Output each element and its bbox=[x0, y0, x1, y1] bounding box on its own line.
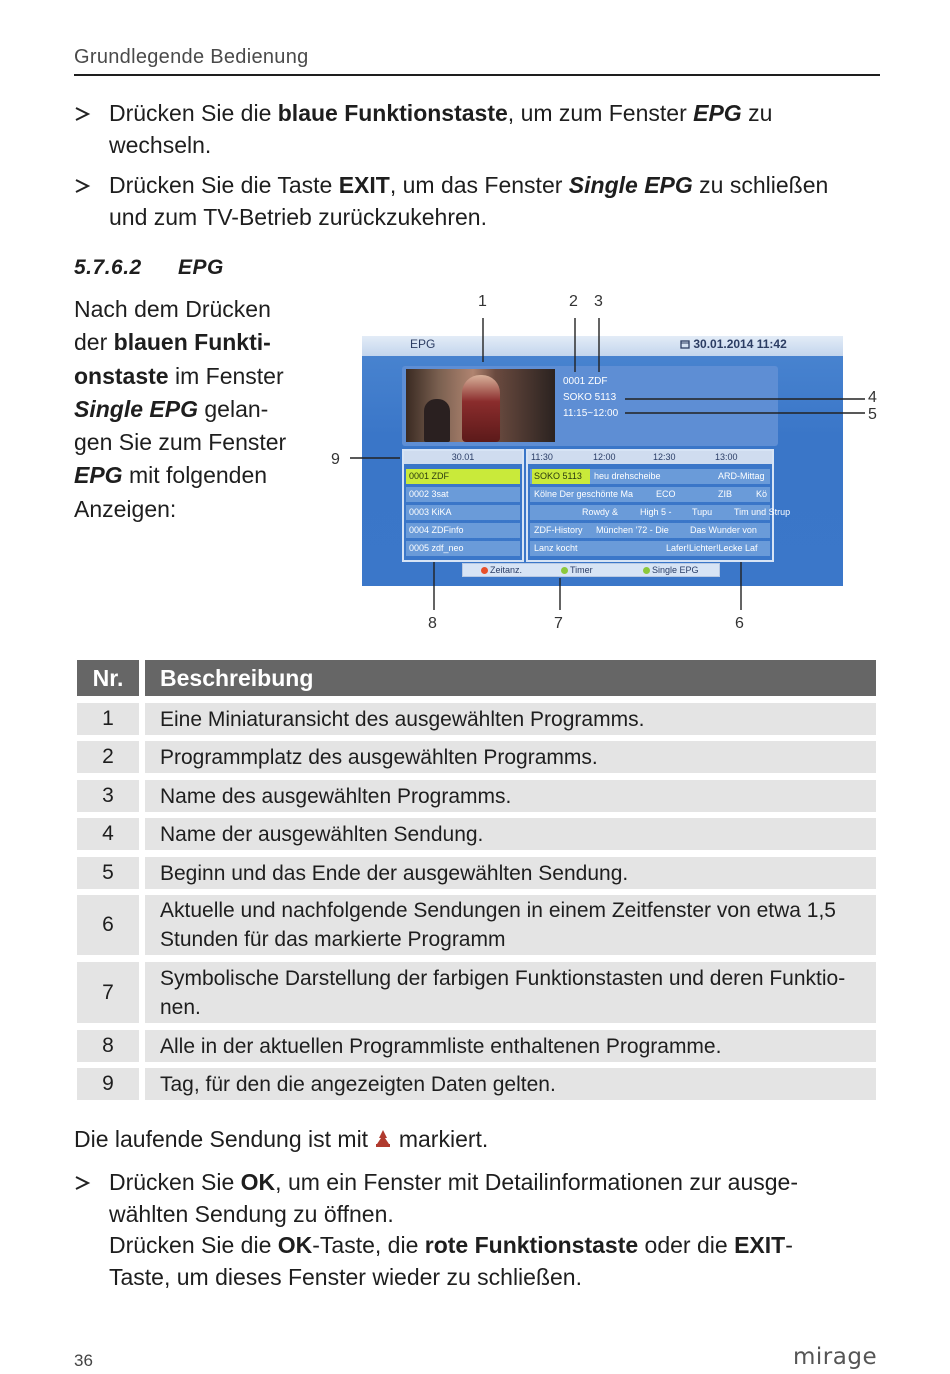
text: Anzeigen: bbox=[74, 495, 177, 522]
table-row bbox=[77, 818, 876, 850]
description-text: Beginn und das Ende der ausgewählten Sendung. bbox=[160, 861, 629, 885]
table-row bbox=[77, 857, 876, 889]
text: -Taste, die bbox=[312, 1232, 425, 1258]
emphasis: OK bbox=[277, 1232, 313, 1258]
running-show-marker-icon bbox=[374, 1128, 392, 1155]
text: Drücken Sie die bbox=[109, 1232, 278, 1258]
text: zu schließen bbox=[692, 172, 829, 198]
description-text bbox=[160, 896, 836, 954]
description-text: Name des ausgewählten Programms. bbox=[160, 784, 512, 808]
row-number: 7 bbox=[77, 962, 139, 1023]
description-text: Name der ausgewählten Sendung. bbox=[160, 822, 484, 846]
text: zu bbox=[741, 100, 773, 126]
row-description bbox=[145, 962, 876, 1023]
arrow-bullet-icon bbox=[74, 1167, 104, 1199]
row-number: 6 bbox=[77, 895, 139, 955]
channel-row[interactable]: 0003 KiKA bbox=[406, 505, 520, 520]
func-key-label: Single EPG bbox=[652, 565, 699, 575]
table-header-row bbox=[77, 660, 876, 696]
emphasis: onstaste bbox=[74, 362, 169, 389]
func-key-label: Timer bbox=[570, 565, 593, 575]
text: markiert. bbox=[392, 1126, 489, 1152]
callout-number: 1 bbox=[478, 293, 487, 310]
description-line: Stunden für das markierte Programm bbox=[160, 928, 506, 951]
description-text: Eine Miniaturansicht des ausgewählten Programms. bbox=[160, 707, 645, 731]
description-text: Alle in der aktuellen Programmliste enthaltenen Programme. bbox=[160, 1034, 722, 1058]
text: wechseln. bbox=[109, 131, 212, 158]
row-description bbox=[145, 857, 876, 889]
row-number: 4 bbox=[77, 818, 139, 850]
program-cell[interactable]: Rowdy & bbox=[582, 507, 619, 517]
header-title: Grundlegende Bedienung bbox=[74, 46, 309, 68]
row-number: 5 bbox=[77, 857, 139, 889]
text: , um ein Fenster mit Detailinformationen zur ausge- bbox=[275, 1169, 799, 1195]
callout-number: 6 bbox=[735, 615, 744, 632]
text: Drücken Sie die Taste bbox=[109, 172, 339, 198]
info-time: 11:15~12:00 bbox=[563, 408, 619, 419]
emphasis: blauen Funkti- bbox=[113, 329, 271, 356]
text: oder die bbox=[638, 1232, 735, 1258]
time-header: 11:30 bbox=[528, 451, 590, 464]
description-text: Tag, für den die angezeigten Daten gelten. bbox=[160, 1072, 556, 1096]
program-cell[interactable]: Kölne Der geschönte Ma bbox=[534, 489, 634, 499]
date-header: 30.01 bbox=[404, 451, 522, 464]
program-cell[interactable]: Tim und Strup bbox=[734, 507, 791, 517]
column-header-nr: Nr. bbox=[77, 660, 139, 696]
row-description bbox=[145, 1030, 876, 1062]
table-row bbox=[77, 895, 876, 955]
page-number: 36 bbox=[74, 1351, 93, 1370]
text: , um das Fenster bbox=[389, 172, 569, 198]
description-line: Aktuelle und nachfolgende Sendungen in einem Zeitfenster von etwa 1,5 bbox=[160, 899, 836, 922]
table-row bbox=[77, 703, 876, 735]
row-number: 9 bbox=[77, 1068, 139, 1100]
epg-title: EPG bbox=[410, 337, 436, 351]
description-text: Programmplatz des ausgewählten Programms. bbox=[160, 745, 598, 769]
program-cell[interactable]: High 5 - bbox=[640, 507, 672, 517]
date-time-text: 30.01.2014 11:42 bbox=[693, 337, 787, 351]
description-text bbox=[160, 964, 845, 1022]
emphasis: blaue Funktionstaste bbox=[277, 100, 508, 126]
row-number: 8 bbox=[77, 1030, 139, 1062]
text: Nach dem Drücken bbox=[74, 296, 271, 322]
section-title: EPG bbox=[178, 256, 224, 279]
brand-logo: mirage bbox=[793, 1344, 878, 1370]
text: Drücken Sie die bbox=[109, 100, 278, 126]
bullet-ok-key bbox=[74, 1167, 880, 1293]
row-description bbox=[145, 780, 876, 812]
description-line: Symbolische Darstellung der farbigen Funktionstasten und deren Funktio- bbox=[160, 966, 846, 990]
text: und zum TV-Betrieb zurückzukehren. bbox=[109, 203, 487, 230]
program-cell[interactable]: Lanz kocht bbox=[534, 543, 578, 553]
text: - bbox=[785, 1232, 793, 1258]
program-cell[interactable]: heu drehscheibe bbox=[594, 471, 661, 481]
row-description bbox=[145, 818, 876, 850]
text: gen Sie zum Fenster bbox=[74, 429, 287, 456]
text: gelan- bbox=[197, 395, 269, 422]
callout-number: 2 bbox=[569, 293, 578, 310]
table-row bbox=[77, 1068, 876, 1100]
text: Drücken Sie bbox=[109, 1169, 241, 1195]
emphasis: OK bbox=[240, 1169, 276, 1195]
callout-number: 5 bbox=[868, 406, 877, 423]
callout-number: 9 bbox=[331, 451, 340, 468]
text: , um zum Fenster bbox=[507, 100, 694, 126]
row-number: 2 bbox=[77, 741, 139, 773]
table-row bbox=[77, 1030, 876, 1062]
text: Taste, um dieses Fenster wieder zu schließen. bbox=[109, 1263, 582, 1290]
channel-row[interactable]: 0002 3sat bbox=[406, 487, 520, 502]
program-cell[interactable]: ECO bbox=[656, 489, 676, 499]
callout-number: 8 bbox=[428, 615, 437, 632]
time-header: 12:00 bbox=[590, 451, 650, 464]
program-cell[interactable]: München '72 - Die bbox=[596, 525, 669, 535]
program-cell[interactable]: Kö bbox=[756, 489, 768, 499]
row-description bbox=[145, 1068, 876, 1100]
text: im Fenster bbox=[168, 362, 284, 389]
text: wählten Sendung zu öffnen. bbox=[109, 1200, 394, 1227]
table-row bbox=[77, 962, 876, 1023]
program-cell[interactable]: ZIB bbox=[718, 489, 733, 499]
column-header-description: Beschreibung bbox=[145, 660, 876, 696]
row-description bbox=[145, 741, 876, 773]
func-key-label: Zeitanz. bbox=[490, 565, 523, 575]
info-show: SOKO 5113 bbox=[563, 392, 617, 403]
callout-number: 4 bbox=[868, 389, 877, 406]
text: der bbox=[74, 329, 114, 356]
channel-row[interactable]: 0001 ZDF bbox=[406, 469, 520, 484]
section-number: 5.7.6.2 bbox=[74, 256, 142, 279]
program-cell[interactable]: SOKO 5113 bbox=[532, 469, 590, 484]
program-cell[interactable]: Das Wunder von bbox=[690, 525, 757, 535]
table-row bbox=[77, 780, 876, 812]
emphasis: rote Funktionstaste bbox=[424, 1232, 639, 1258]
text: mit folgenden bbox=[122, 462, 268, 489]
channel-row[interactable]: 0005 zdf_neo bbox=[406, 541, 520, 556]
info-channel: 0001 ZDF bbox=[563, 376, 608, 387]
program-cell[interactable]: Lafer!Lichter!Lecke Laf bbox=[666, 543, 758, 553]
emphasis: EXIT bbox=[338, 172, 390, 198]
time-header: 12:30 bbox=[650, 451, 712, 464]
emphasis: EPG bbox=[74, 462, 123, 489]
program-cell[interactable]: ZDF-History bbox=[534, 525, 583, 535]
callout-number: 7 bbox=[554, 615, 563, 632]
program-cell[interactable]: ARD-Mittag bbox=[718, 471, 765, 481]
emphasis: EXIT bbox=[734, 1232, 786, 1258]
callout-number: 3 bbox=[594, 293, 603, 310]
channel-row[interactable]: 0004 ZDFinfo bbox=[406, 523, 520, 538]
table-row bbox=[77, 741, 876, 773]
time-header: 13:00 bbox=[712, 451, 772, 464]
row-description bbox=[145, 895, 876, 955]
marker-sentence bbox=[74, 1126, 488, 1155]
row-description bbox=[145, 703, 876, 735]
row-number: 3 bbox=[77, 780, 139, 812]
description-line: nen. bbox=[160, 995, 201, 1019]
row-number: 1 bbox=[77, 703, 139, 735]
emphasis: Single EPG bbox=[74, 395, 198, 422]
emphasis: Single EPG bbox=[568, 172, 693, 198]
emphasis: EPG bbox=[693, 100, 742, 126]
text: Die laufende Sendung ist mit bbox=[74, 1126, 375, 1152]
program-cell[interactable]: Tupu bbox=[692, 507, 713, 517]
